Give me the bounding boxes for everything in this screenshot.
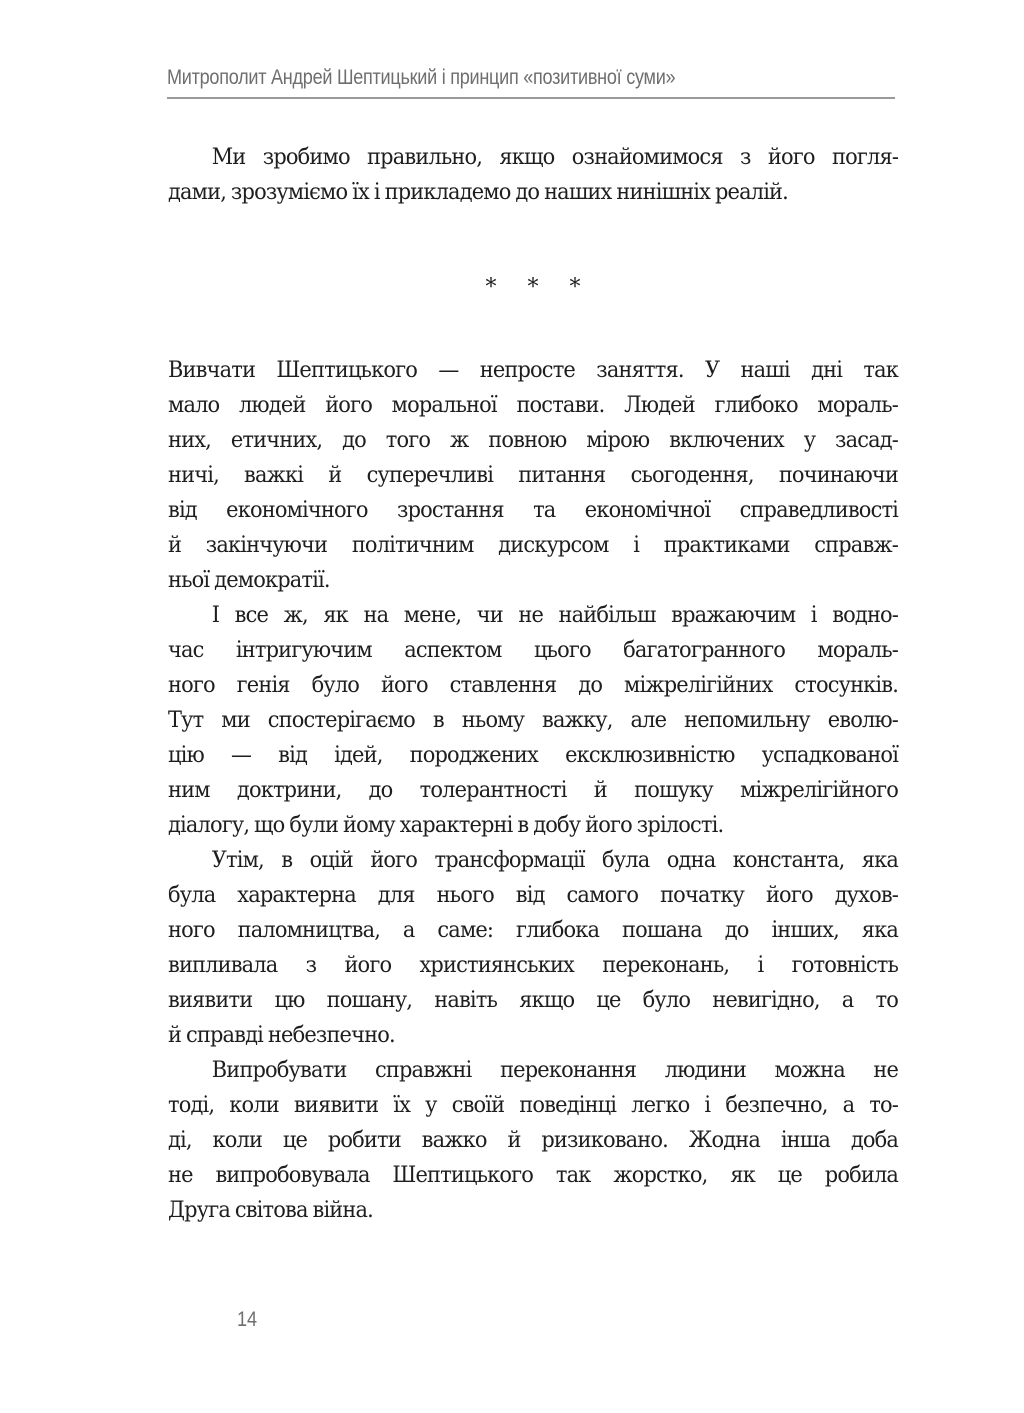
text-line: Вивчати Шептицького — непросте заняття. У наші дні так bbox=[168, 357, 899, 383]
text-line: дами, зрозуміємо їх і прикладемо до наших нинішніх реалій. bbox=[168, 179, 788, 205]
page-number: 14 bbox=[237, 1308, 258, 1331]
paragraph bbox=[168, 1053, 898, 1228]
text-line: діалогу, що були йому характерні в добу його зрілості. bbox=[168, 812, 724, 838]
text-line: Друга світова війна. bbox=[168, 1197, 373, 1223]
text-line: І все ж, як на мене, чи не найбільш вражаючим і водно- bbox=[211, 602, 899, 628]
text-line: була характерна для нього від самого початку його духов- bbox=[168, 882, 899, 908]
text-line: мало людей його моральної постави. Людей глибоко мораль- bbox=[168, 392, 899, 418]
text-line: Утім, в оцій його трансформації була одна константа, яка bbox=[211, 847, 899, 873]
paragraph bbox=[168, 843, 898, 1053]
text-line: не випробовувала Шептицького так жорстко, як це робила bbox=[168, 1162, 899, 1188]
paragraph bbox=[168, 598, 898, 843]
text-line: виявити цю пошану, навіть якщо це було невигідно, а то bbox=[168, 987, 899, 1013]
text-line: й закінчуючи політичним дискурсом і практиками справж- bbox=[168, 532, 899, 558]
text-line: ного паломництва, а саме: глибока пошана до інших, яка bbox=[168, 917, 899, 943]
text-line: випливала з його християнських переконань, і готовність bbox=[168, 952, 899, 978]
header-rule bbox=[167, 97, 895, 99]
text-line: ньої демократії. bbox=[168, 567, 330, 593]
text-line: ничі, важкі й суперечливі питання сьогодення, починаючи bbox=[168, 462, 899, 488]
running-head: Митрополит Андрей Шептицький і принцип «позитивної суми» bbox=[167, 66, 676, 89]
text-line: них, етичних, до того ж повною мірою включених у засад- bbox=[168, 427, 899, 453]
text-line: ним доктрини, до толерантності й пошуку міжрелігійного bbox=[168, 777, 899, 803]
text-line: час інтригуючим аспектом цього багатогранного мораль- bbox=[168, 637, 899, 663]
text-line: й справді небезпечно. bbox=[168, 1022, 395, 1048]
text-line: Випробувати справжні переконання людини можна не bbox=[211, 1057, 899, 1083]
paragraph bbox=[168, 353, 898, 598]
text-line: Ми зробимо правильно, якщо ознайомимося з його погля- bbox=[211, 144, 899, 170]
paragraph bbox=[168, 140, 898, 210]
text-line: Тут ми спостерігаємо в ньому важку, але непомильну еволю- bbox=[168, 707, 899, 733]
text-line: ного генія було його ставлення до міжрелігійних стосунків. bbox=[168, 672, 899, 698]
text-line: цію — від ідей, породжених ексклюзивністю успадкованої bbox=[168, 742, 899, 768]
text-line: від економічного зростання та економічної справедливості bbox=[168, 497, 899, 523]
text-line: ді, коли це робити важко й ризиковано. Жодна інша доба bbox=[168, 1127, 899, 1153]
text-line: тоді, коли виявити їх у своїй поведінці легко і безпечно, а то- bbox=[168, 1092, 899, 1118]
section-separator: * * * bbox=[485, 275, 593, 300]
body-text bbox=[168, 140, 898, 1228]
